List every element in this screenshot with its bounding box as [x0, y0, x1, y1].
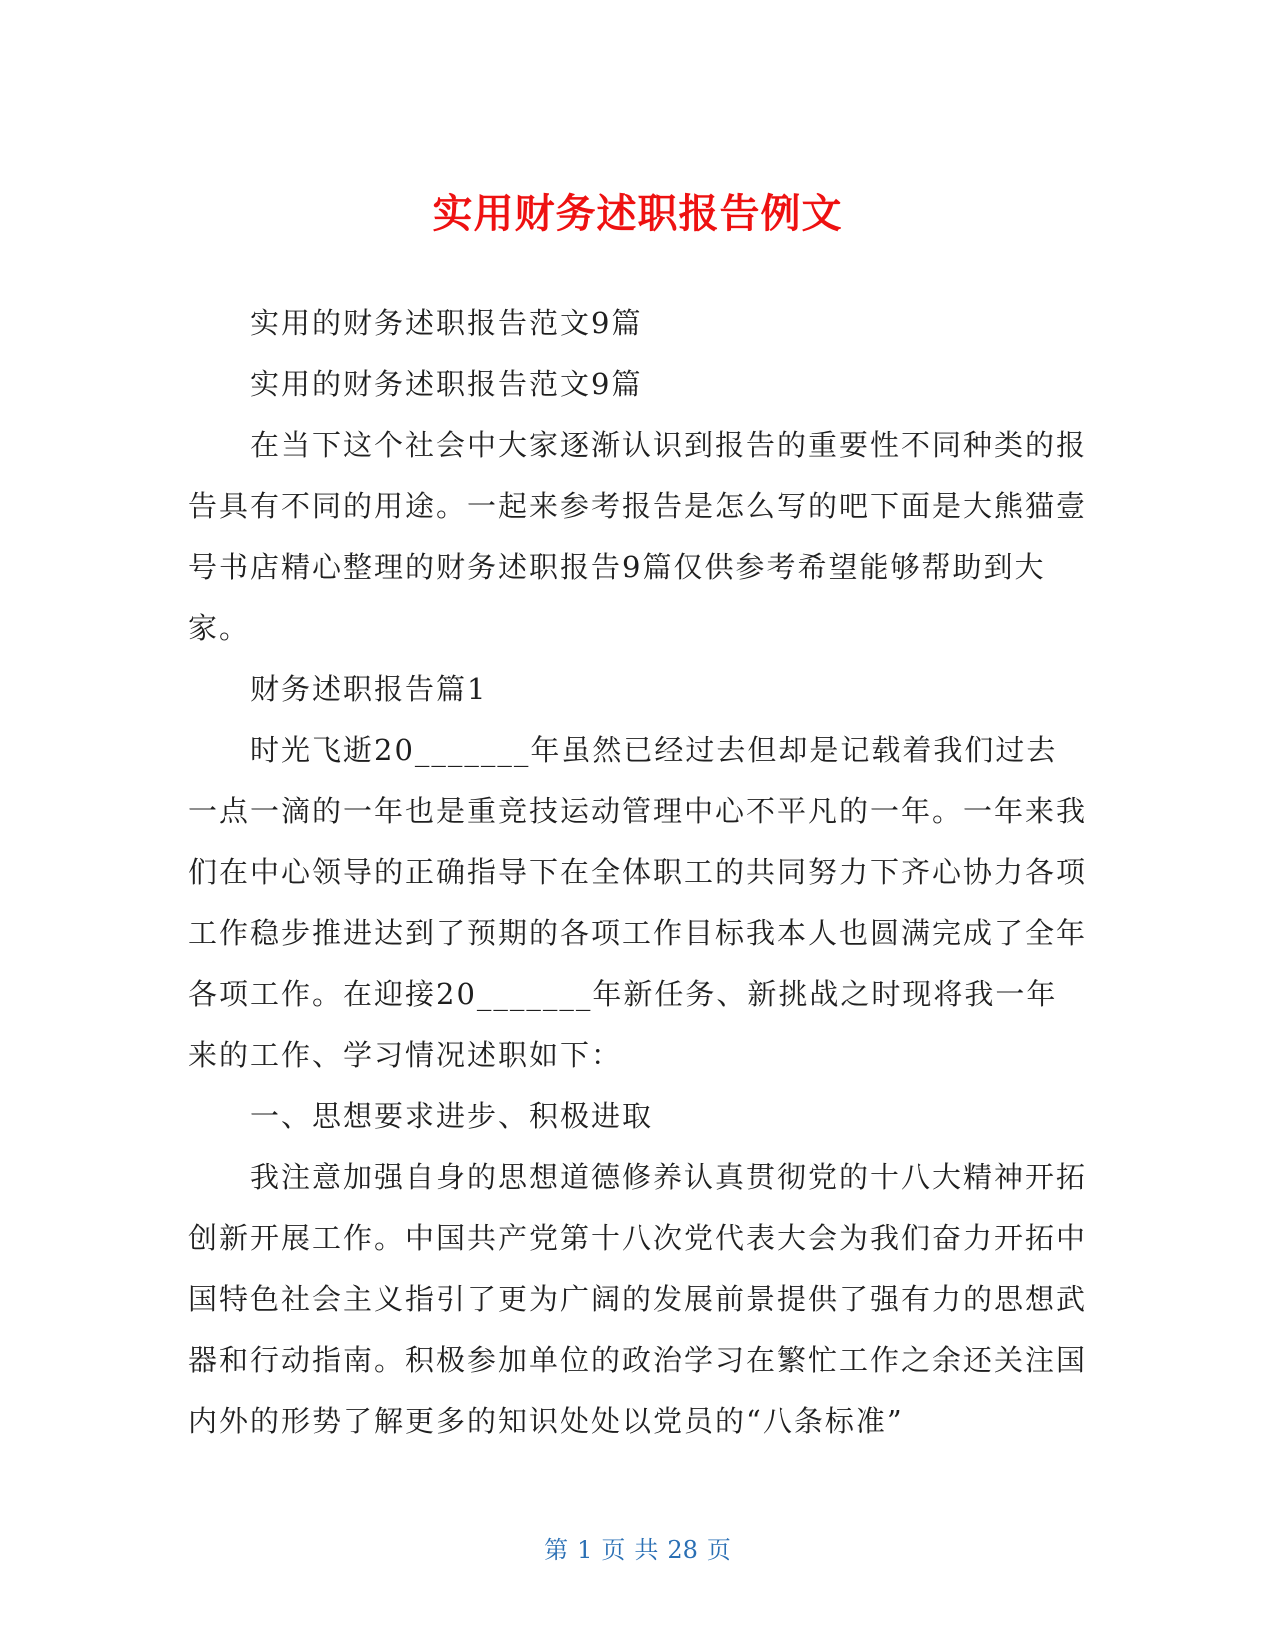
document-body — [188, 293, 1088, 1452]
section-heading-report-1: 财务述职报告篇1 — [250, 672, 488, 706]
paragraph-intro: 在当下这个社会中大家逐渐认识到报告的重要性不同种类的报告具有不同的用途。一起来参考报告是怎么写的吧下面是大熊猫壹号书店精心整理的财务述职报告9篇仅供参考希望能够帮助到大家。 — [188, 428, 1088, 645]
paragraph-subtitle-1: 实用的财务述职报告范文9篇 — [250, 306, 643, 340]
footer-prefix: 第 — [544, 1536, 569, 1564]
section-heading-thought: 一、思想要求进步、积极进取 — [250, 1099, 654, 1133]
footer-middle: 页 — [601, 1536, 626, 1564]
page-number-footer — [0, 1535, 1275, 1565]
footer-total-label: 共 — [634, 1536, 659, 1564]
footer-suffix: 页 — [706, 1536, 731, 1564]
footer-current-page: 1 — [577, 1536, 593, 1564]
document-title: 实用财务述职报告例文 — [432, 190, 843, 237]
footer-total-pages: 28 — [667, 1536, 698, 1564]
paragraph-report-1-opening: 时光飞逝20_______年虽然已经过去但却是记载着我们过去一点一滴的一年也是重竞技运动管理中心不平凡的一年。一年来我们在中心领导的正确指导下在全体职工的共同努力下齐心协力各项工作稳步推进达到了预期的各项工作目标我本人也圆满完成了全年各项工作。在迎接20_______年新任务、新挑战之时现将我一年来的工作、学习情况述职如下： — [188, 733, 1088, 1072]
paragraph-subtitle-2: 实用的财务述职报告范文9篇 — [250, 367, 643, 401]
paragraph-thought: 我注意加强自身的思想道德修养认真贯彻党的十八大精神开拓创新开展工作。中国共产党第十八次党代表大会为我们奋力开拓中国特色社会主义指引了更为广阔的发展前景提供了强有力的思想武器和行动指南。积极参加单位的政治学习在繁忙工作之余还关注国内外的形势了解更多的知识处处以党员的“八条标准” — [188, 1160, 1088, 1438]
